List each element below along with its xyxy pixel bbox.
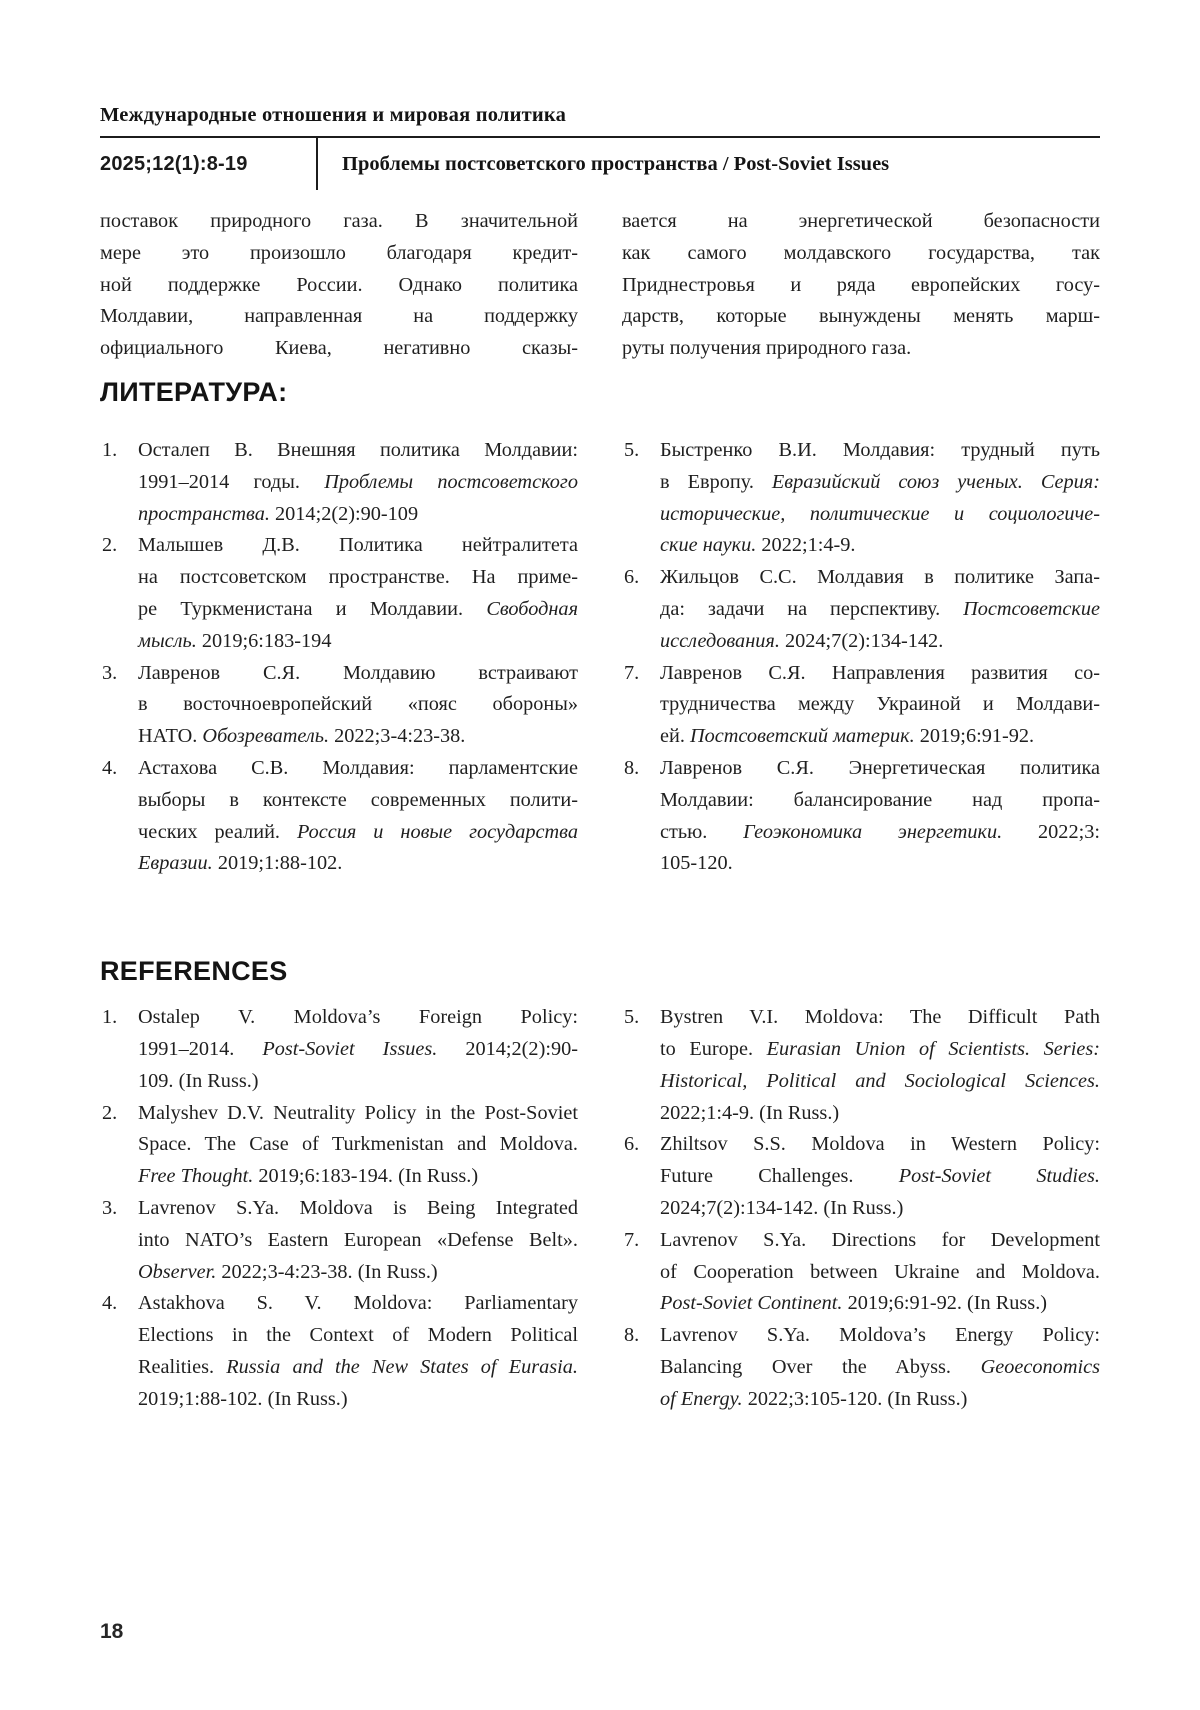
italic-text-segment: Обозреватель. [202,725,330,748]
reference-number: 7. [624,1228,640,1251]
text-segment: выборы в контексте современных полити- [138,788,578,811]
text-line [138,1034,578,1066]
text-line [660,626,1100,658]
text-line [660,1066,1100,1098]
reference-number: 1. [102,1006,118,1029]
text-segment: 2024;7(2):134-142. [779,629,944,652]
italic-text-segment: Постсоветский материк. [690,725,915,748]
text-line [138,658,578,690]
reference-number: 6. [624,1133,640,1156]
text-line [138,1320,578,1352]
text-line [138,1193,578,1225]
italic-text-segment: Постсоветские [963,597,1100,620]
text-segment: Приднестровья и ряда европейских госу- [622,273,1100,296]
text-segment: трудничества между Украиной и Молдави- [660,693,1100,716]
reference-number: 4. [102,1292,118,1315]
reference-number: 3. [102,661,118,684]
italic-text-segment: ские науки. [660,534,757,557]
reference-item [622,562,1100,657]
text-line [622,333,1100,365]
text-line [660,848,1100,880]
text-segment: Zhiltsov S.S. Moldova in Western Policy: [660,1133,1100,1156]
text-segment: 2019;1:88-102. (In Russ.) [138,1387,348,1410]
text-line [138,1161,578,1193]
text-line [138,689,578,721]
literature-heading: ЛИТЕРАТУРА: [100,376,288,407]
text-segment: в Европу. [660,470,772,493]
text-line [660,658,1100,690]
text-line [138,1288,578,1320]
text-line [138,1225,578,1257]
text-segment: руты получения природного газа. [622,337,912,360]
reference-text [660,1320,1100,1415]
text-segment: вается на энергетической безопасности [622,210,1100,232]
text-line [138,753,578,785]
text-line [660,594,1100,626]
reference-text [660,1002,1100,1129]
text-line [138,499,578,531]
text-segment: стью. [660,820,744,843]
text-line [660,562,1100,594]
text-line [138,562,578,594]
text-segment: ческих реалий. [138,820,297,843]
reference-number: 8. [624,1324,640,1347]
text-segment: в восточноевропейский «пояс обороны» [138,693,578,716]
text-line [138,1002,578,1034]
text-segment: ре Туркменистана и Молдавии. [138,597,487,620]
reference-item [622,435,1100,562]
italic-text-segment: пространства. [138,502,270,525]
text-segment: 2024;7(2):134-142. (In Russ.) [660,1196,904,1219]
text-line [138,785,578,817]
text-line [138,626,578,658]
text-segment: 2019;6:91-92. [914,725,1035,748]
text-line [660,1257,1100,1289]
article-citation: 2025;12(1):8-19 [100,152,248,175]
text-line [622,301,1100,333]
reference-item [100,1288,578,1415]
reference-item [622,1320,1100,1415]
text-segment: Space. The Case of Turkmenistan and Moldova. [138,1133,578,1156]
text-line [138,1352,578,1384]
italic-text-segment: Post-Soviet Issues. [262,1037,438,1060]
text-line [660,1320,1100,1352]
text-line [660,1193,1100,1225]
text-line [100,270,578,302]
reference-text [138,1098,578,1193]
text-segment: Lavrenov S.Ya. Directions for Development [660,1228,1100,1251]
reference-text [660,562,1100,657]
reference-number: 7. [624,661,640,684]
text-line [660,1225,1100,1257]
italic-text-segment: Russia and the New States of Eurasia. [226,1355,579,1378]
text-line [138,467,578,499]
text-segment: 1991–2014 годы. [138,470,325,493]
text-line [138,1257,578,1289]
text-segment: Астахова С.В. Молдавия: парламентские [138,756,578,779]
text-segment: Лавренов С.Я. Молдавию встраивают [138,661,578,684]
text-line [660,1129,1100,1161]
text-line [138,1098,578,1130]
text-line [660,435,1100,467]
text-segment: Balancing Over the Abyss. [660,1355,981,1378]
reference-text [138,1193,578,1288]
reference-text [138,658,578,753]
references-column-right [622,1002,1100,1415]
text-segment: ной поддержке России. Однако политика [100,273,578,296]
reference-number: 2. [102,1101,118,1124]
references-column-left [100,1002,578,1415]
text-line [660,785,1100,817]
references-list [100,1002,1100,1415]
text-segment: 105-120. [660,852,733,875]
text-line [138,721,578,753]
text-line [138,1384,578,1416]
text-segment: как самого молдавского государства, так [622,241,1100,264]
text-line [138,594,578,626]
text-segment: дарств, которые вынуждены менять марш- [622,305,1100,328]
text-segment: Bystren V.I. Moldova: The Difficult Path [660,1006,1100,1029]
reference-text [138,1002,578,1097]
reference-item [100,658,578,753]
text-segment: 2019;6:183-194 [196,629,332,652]
text-segment: Ostalep V. Moldova’s Foreign Policy: [138,1006,578,1029]
text-segment: 2019;1:88-102. [212,852,343,875]
reference-item [100,1193,578,1288]
text-line [660,1161,1100,1193]
section-running-head: Международные отношения и мировая политика [100,104,567,126]
page-header [100,103,1100,190]
text-segment: 109. (In Russ.) [138,1069,259,1092]
text-line [660,1098,1100,1130]
text-segment: Осталеп В. Внешняя политика Молдавии: [138,438,578,461]
journal-title: Проблемы постсоветского пространства / Post-Soviet Issues [342,152,890,175]
text-segment: Realities. [138,1355,227,1378]
text-segment: 2022;3-4:23-38. (In Russ.) [216,1260,438,1283]
reference-text [138,435,578,530]
reference-text [660,658,1100,753]
text-line [138,435,578,467]
text-segment: ей. [660,725,690,748]
reference-text [660,753,1100,880]
reference-text [660,435,1100,562]
italic-text-segment: Post-Soviet Studies. [898,1165,1101,1188]
italic-text-segment: Геоэкономика энергетики. [743,820,1003,843]
text-segment: 2019;6:91-92. (In Russ.) [842,1292,1048,1315]
text-segment: да: задачи на перспективу. [660,597,964,620]
text-segment: Быстренко В.И. Молдавия: трудный путь [660,438,1100,461]
text-line [622,238,1100,270]
reference-item [622,1129,1100,1224]
text-line [660,1002,1100,1034]
italic-text-segment: Historical, Political and Sociological Sciences. [660,1069,1100,1092]
text-segment: 2022;3:105-120. (In Russ.) [742,1387,968,1410]
reference-item [622,1002,1100,1129]
reference-number: 5. [624,1006,640,1029]
text-segment: Lavrenov S.Ya. Moldova is Being Integrated [138,1196,578,1219]
text-segment: поставок природного газа. В значительной [100,210,578,232]
text-segment: Лавренов С.Я. Энергетическая политика [660,756,1100,779]
italic-text-segment: Observer. [138,1260,217,1283]
italic-text-segment: Евразийский союз ученых. Серия: [771,470,1100,493]
reference-item [622,753,1100,880]
text-line [660,753,1100,785]
text-line [660,1034,1100,1066]
italic-text-segment: Евразии. [138,852,213,875]
literature-list [100,435,1100,880]
text-segment: 2022;3: [1002,820,1100,843]
text-segment: официального Киева, негативно сказы- [100,337,578,360]
reference-text [660,1225,1100,1320]
reference-number: 2. [102,534,118,557]
text-line [100,238,578,270]
text-line [660,1288,1100,1320]
text-segment: Жильцов С.С. Молдавия в политике Запа- [660,566,1100,589]
text-line [138,530,578,562]
text-line [660,689,1100,721]
italic-text-segment: Проблемы постсоветского [324,470,578,493]
text-segment: Малышев Д.В. Политика нейтралитета [138,534,578,557]
reference-text [138,530,578,657]
text-segment: 2014;2(2):90- [437,1037,578,1060]
text-segment: Молдавии: балансирование над пропа- [660,788,1100,811]
references-heading: REFERENCES [100,956,288,987]
text-line [660,817,1100,849]
text-line [100,301,578,333]
text-segment: Лавренов С.Я. Направления развития со- [660,661,1100,684]
text-line [660,721,1100,753]
text-segment: to Europe. [660,1037,767,1060]
reference-item [100,1098,578,1193]
reference-item [622,1225,1100,1320]
italic-text-segment: исследования. [660,629,780,652]
reference-number: 6. [624,566,640,589]
text-line [138,848,578,880]
reference-item [622,658,1100,753]
text-segment: 2022;3-4:23-38. [329,725,466,748]
text-segment: 2022;1:4-9. (In Russ.) [660,1101,840,1124]
text-segment: мере это произошло благодаря кредит- [100,241,578,264]
italic-text-segment: Geoeconomics [980,1355,1100,1378]
reference-text [138,1288,578,1415]
header-citation-row [100,138,1100,190]
reference-text [660,1129,1100,1224]
literature-column-left [100,435,578,880]
text-line [622,270,1100,302]
page-number: 18 [100,1620,124,1643]
reference-item [100,435,578,530]
body-paragraph [100,206,1100,365]
italic-text-segment: Свободная [486,597,578,620]
body-column-right [622,206,1100,365]
text-line [660,1352,1100,1384]
text-segment: Lavrenov S.Ya. Moldova’s Energy Policy: [660,1324,1100,1347]
text-line [138,817,578,849]
text-line [660,467,1100,499]
reference-text [138,753,578,880]
italic-text-segment: Post-Soviet Continent. [660,1292,843,1315]
text-segment: 1991–2014. [138,1037,263,1060]
text-segment: Elections in the Context of Modern Political [138,1324,578,1347]
text-line [100,206,578,238]
italic-text-segment: of Energy. [660,1387,743,1410]
text-segment: into NATO’s Eastern European «Defense Belt». [138,1228,578,1251]
reference-number: 3. [102,1196,118,1219]
text-line [622,206,1100,238]
text-line [660,530,1100,562]
text-line [100,333,578,365]
italic-text-segment: мысль. [138,629,197,652]
text-line [660,1384,1100,1416]
text-segment: 2019;6:183-194. (In Russ.) [253,1165,479,1188]
literature-column-right [622,435,1100,880]
reference-item [100,753,578,880]
reference-number: 1. [102,438,118,461]
text-segment: Молдавии, направленная на поддержку [100,305,578,328]
reference-number: 5. [624,438,640,461]
italic-text-segment: Free Thought. [138,1165,254,1188]
reference-number: 8. [624,756,640,779]
italic-text-segment: Eurasian Union of Scientists. Series: [766,1037,1100,1060]
text-line [138,1129,578,1161]
body-column-left [100,206,578,365]
text-segment: 2014;2(2):90-109 [269,502,419,525]
text-segment: на постсоветском пространстве. На приме- [138,566,578,589]
text-line [138,1066,578,1098]
text-segment: Future Challenges. [660,1165,899,1188]
italic-text-segment: Россия и новые государства [296,820,578,843]
text-line [660,499,1100,531]
reference-item [100,530,578,657]
text-segment: 2022;1:4-9. [756,534,856,557]
reference-item [100,1002,578,1097]
text-segment: Astakhova S. V. Moldova: Parliamentary [138,1292,578,1315]
italic-text-segment: исторические, политические и социологиче- [660,502,1100,525]
text-segment: Malyshev D.V. Neutrality Policy in the Post-Soviet [138,1101,578,1124]
text-segment: НАТО. [138,725,203,748]
reference-number: 4. [102,756,118,779]
text-segment: of Cooperation between Ukraine and Moldova. [660,1260,1100,1283]
